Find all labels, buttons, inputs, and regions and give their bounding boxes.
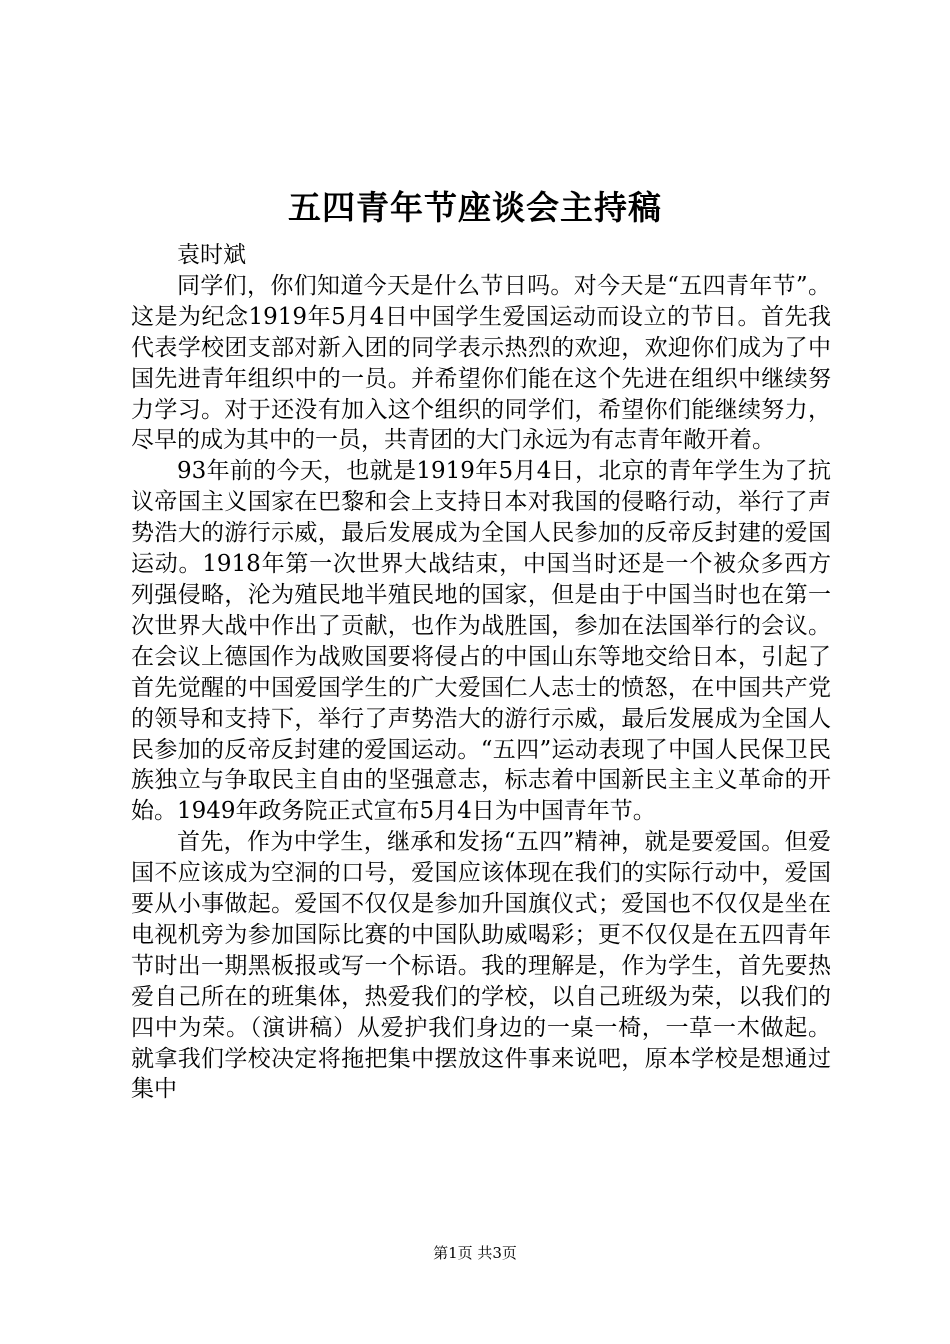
body-paragraph: 同学们，你们知道今天是什么节日吗。对今天是“五四青年节”。这是为纪念1919年5月4日中国学生爱国运动而设立的节日。首先我代表学校团支部对新入团的同学表示热烈的欢迎，欢迎你们成为了中国先进青年组织中的一员。并希望你们能在这个先进在组织中继续努力学习。对于还没有加入这个组织的同学们，希望你们能继续努力，尽早的成为其中的一员，共青团的大门永远为有志青年敞开着。 <box>131 272 831 454</box>
document-body <box>131 240 831 1105</box>
document-title: 五四青年节座谈会主持稿 <box>288 188 662 227</box>
body-paragraph: 93年前的今天，也就是1919年5月4日，北京的青年学生为了抗议帝国主义国家在巴黎和会上支持日本对我国的侵略行动，举行了声势浩大的游行示威，最后发展成为全国人民参加的反帝反封建的爱国运动。1918年第一次世界大战结束，中国当时还是一个被众多西方列强侵略，沦为殖民地半殖民地的国家，但是由于中国当时也在第一次世界大战中作出了贡献，也作为战胜国，参加在法国举行的会议。在会议上德国作为战败国要将侵占的中国山东等地交给日本，引起了首先觉醒的中国爱国学生的广大爱国仁人志士的愤怒，在中国共产党的领导和支持下，举行了声势浩大的游行示威，最后发展成为全国人民参加的反帝反封建的爱国运动。“五四”运动表现了中国人民保卫民族独立与争取民主自由的坚强意志，标志着中国新民主主义革命的开始。1949年政务院正式宣布5月4日为中国青年节。 <box>131 458 831 825</box>
body-paragraph: 首先，作为中学生，继承和发扬“五四”精神，就是要爱国。但爱国不应该成为空洞的口号，爱国应该体现在我们的实际行动中，爱国要从小事做起。爱国不仅仅是参加升国旗仪式；爱国也不仅仅是坐在电视机旁为参加国际比赛的中国队助威喝彩；更不仅仅是在五四青年节时出一期黑板报或写一个标语。我的理解是，作为学生，首先要热爱自己所在的班集体，热爱我们的学校，以自己班级为荣，以我们的四中为荣。（演讲稿）从爱护我们身边的一桌一椅，一草一木做起。就拿我们学校决定将拖把集中摆放这件事来说吧，原本学校是想通过集中 <box>131 829 831 1103</box>
author-line: 袁时斌 <box>177 242 246 268</box>
page-footer: 第1页 共3页 <box>433 1244 517 1262</box>
